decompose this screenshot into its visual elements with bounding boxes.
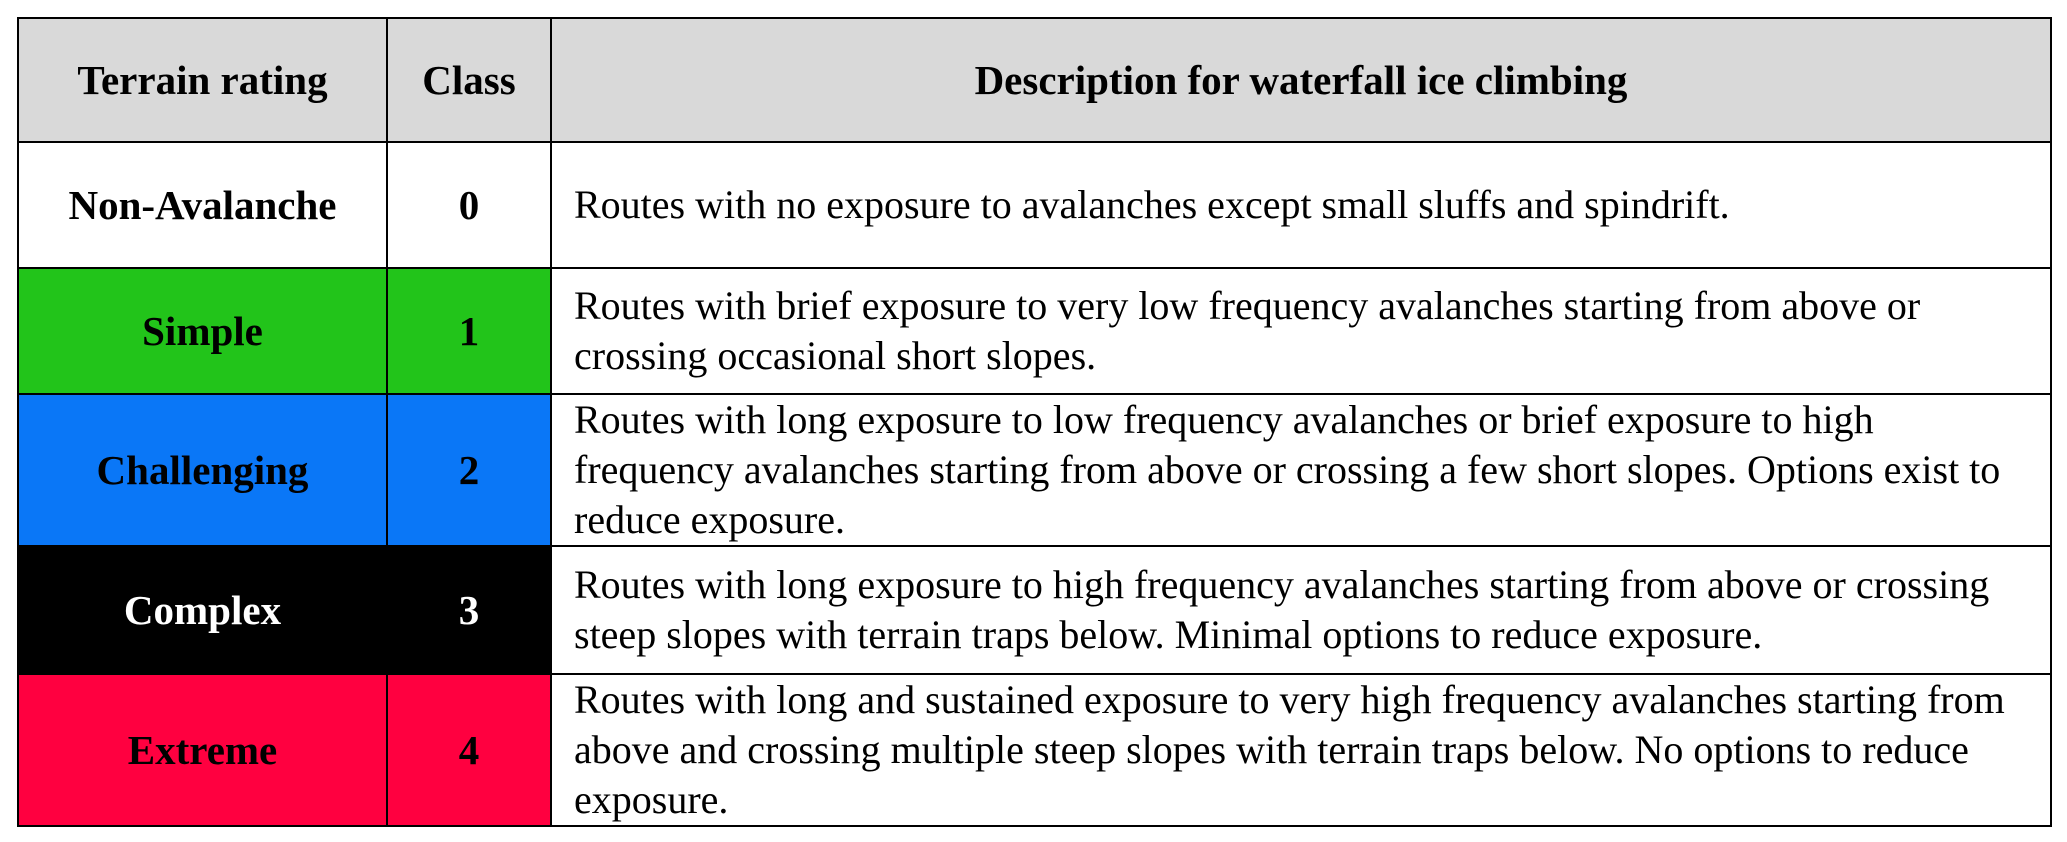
header-row xyxy=(18,18,2051,142)
description-cell: Routes with long exposure to low frequency avalanches or brief exposure to high frequency avalanches starting from above or crossing a few short slopes. Options exist to reduce exposure. xyxy=(551,394,2051,546)
header-terrain-rating: Terrain rating xyxy=(18,18,387,142)
rating-cell: Extreme xyxy=(18,674,387,826)
class-cell: 2 xyxy=(387,394,551,546)
terrain-rating-table xyxy=(17,17,2052,827)
class-cell: 0 xyxy=(387,142,551,268)
description-cell: Routes with no exposure to avalanches except small sluffs and spindrift. xyxy=(551,142,2051,268)
header-class: Class xyxy=(387,18,551,142)
rating-cell: Non-Avalanche xyxy=(18,142,387,268)
class-cell: 3 xyxy=(387,546,551,674)
table-row xyxy=(18,394,2051,546)
description-cell: Routes with long and sustained exposure to very high frequency avalanches starting from above and crossing multiple steep slopes with terrain traps below. No options to reduce exposure. xyxy=(551,674,2051,826)
description-cell: Routes with brief exposure to very low frequency avalanches starting from above or crossing occasional short slopes. xyxy=(551,268,2051,394)
table-row xyxy=(18,268,2051,394)
description-cell: Routes with long exposure to high frequency avalanches starting from above or crossing steep slopes with terrain traps below. Minimal options to reduce exposure. xyxy=(551,546,2051,674)
class-cell: 4 xyxy=(387,674,551,826)
table-row xyxy=(18,142,2051,268)
table-row xyxy=(18,674,2051,826)
rating-cell: Complex xyxy=(18,546,387,674)
rating-cell: Simple xyxy=(18,268,387,394)
rating-cell: Challenging xyxy=(18,394,387,546)
table-row xyxy=(18,546,2051,674)
class-cell: 1 xyxy=(387,268,551,394)
header-description: Description for waterfall ice climbing xyxy=(551,18,2051,142)
